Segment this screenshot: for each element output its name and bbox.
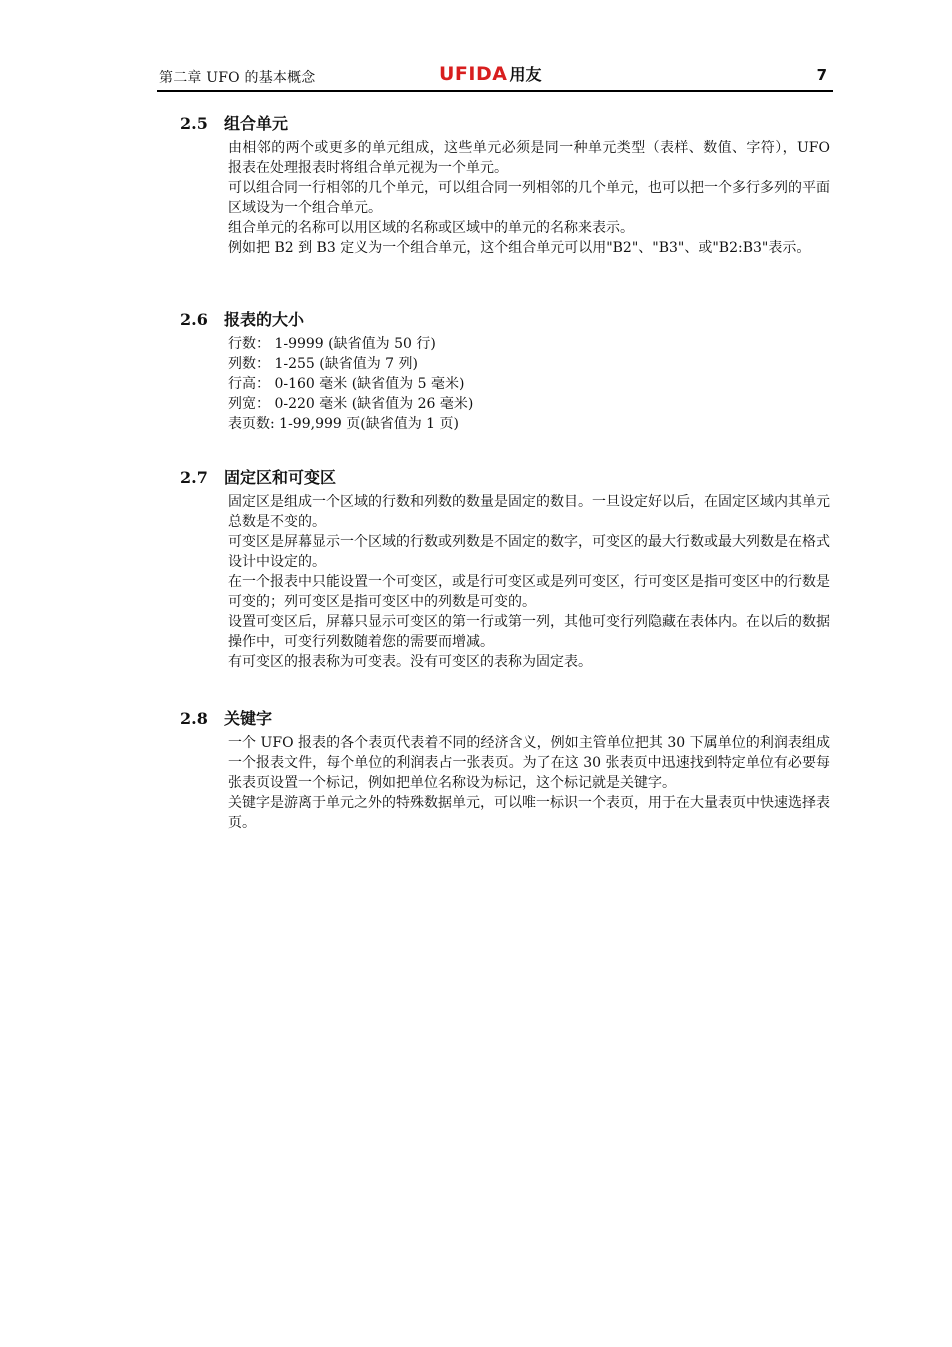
section-body bbox=[228, 334, 830, 434]
section-body bbox=[228, 492, 830, 672]
section-heading bbox=[180, 110, 840, 138]
paragraph: 设置可变区后，屏幕只显示可变区的第一行或第一列，其他可变行列隐藏在表体内。在以后的数据操作中，可变行列数随着您的需要而增减。 bbox=[228, 614, 830, 650]
section-heading bbox=[180, 306, 840, 334]
chapter-title: 第二章 UFO 的基本概念 bbox=[159, 70, 316, 86]
paragraph: 固定区是组成一个区域的行数和列数的数量是固定的数目。一旦设定好以后，在固定区域内其单元总数是不变的。 bbox=[228, 494, 830, 530]
section-body bbox=[228, 733, 830, 833]
logo-latin-text: UFIDA bbox=[439, 63, 508, 85]
section-title: 报表的大小 bbox=[224, 310, 305, 329]
section-2-5 bbox=[180, 110, 840, 258]
section-title: 组合单元 bbox=[224, 114, 289, 133]
section-heading bbox=[180, 705, 840, 733]
paragraph: 一个 UFO 报表的各个表页代表着不同的经济含义，例如主管单位把其 30 下属单位的利润表组成一个报表文件，每个单位的利润表占一张表页。为了在这 30 张表页中迅速找到特定单位有必要每张表页设置一个标记，例如把单位名称设为标记，这个标记就是关键字。 bbox=[228, 735, 830, 791]
paragraph: 例如把 B2 到 B3 定义为一个组合单元，这个组合单元可以用"B2"、"B3"、或"B2:B3"表示。 bbox=[228, 240, 811, 256]
paragraph: 在一个报表中只能设置一个可变区，或是行可变区或是列可变区，行可变区是指可变区中的行数是可变的；列可变区是指可变区中的列数是可变的。 bbox=[228, 574, 830, 610]
paragraph: 关键字是游离于单元之外的特殊数据单元，可以唯一标识一个表页，用于在大量表页中快速选择表页。 bbox=[228, 795, 830, 831]
paragraph: 组合单元的名称可以用区域的名称或区域中的单元的名称来表示。 bbox=[228, 220, 634, 236]
logo-chinese-text: 用友 bbox=[509, 65, 542, 84]
paragraph: 有可变区的报表称为可变表。没有可变区的表称为固定表。 bbox=[228, 654, 592, 670]
size-spec-column-width: 列宽： 0-220 毫米 (缺省值为 26 毫米) bbox=[228, 396, 474, 412]
paragraph: 由相邻的两个或更多的单元组成，这些单元必须是同一种单元类型（表样、数值、字符），UFO 报表在处理报表时将组合单元视为一个单元。 bbox=[228, 140, 830, 176]
section-2-7 bbox=[180, 464, 840, 672]
section-2-6 bbox=[180, 306, 840, 434]
size-spec-page-count: 表页数: 1-99,999 页(缺省值为 1 页) bbox=[228, 416, 459, 432]
page-number: 7 bbox=[816, 66, 827, 84]
section-number: 2.7 bbox=[180, 468, 208, 487]
section-body bbox=[228, 138, 830, 258]
ufida-logo bbox=[439, 64, 541, 85]
section-heading bbox=[180, 464, 840, 492]
size-spec-rows: 行数： 1-9999 (缺省值为 50 行) bbox=[228, 336, 436, 352]
paragraph: 可变区是屏幕显示一个区域的行数或列数是不固定的数字，可变区的最大行数或最大列数是在格式设计中设定的。 bbox=[228, 534, 830, 570]
section-number: 2.5 bbox=[180, 114, 208, 133]
section-number: 2.6 bbox=[180, 310, 208, 329]
section-number: 2.8 bbox=[180, 709, 208, 728]
paragraph: 可以组合同一行相邻的几个单元，可以组合同一列相邻的几个单元，也可以把一个多行多列的平面区域设为一个组合单元。 bbox=[228, 180, 830, 216]
page-header bbox=[157, 64, 833, 92]
section-title: 关键字 bbox=[224, 709, 273, 728]
section-title: 固定区和可变区 bbox=[224, 468, 337, 487]
section-2-8 bbox=[180, 705, 840, 833]
size-spec-columns: 列数： 1-255 (缺省值为 7 列) bbox=[228, 356, 418, 372]
size-spec-row-height: 行高： 0-160 毫米 (缺省值为 5 毫米) bbox=[228, 376, 465, 392]
